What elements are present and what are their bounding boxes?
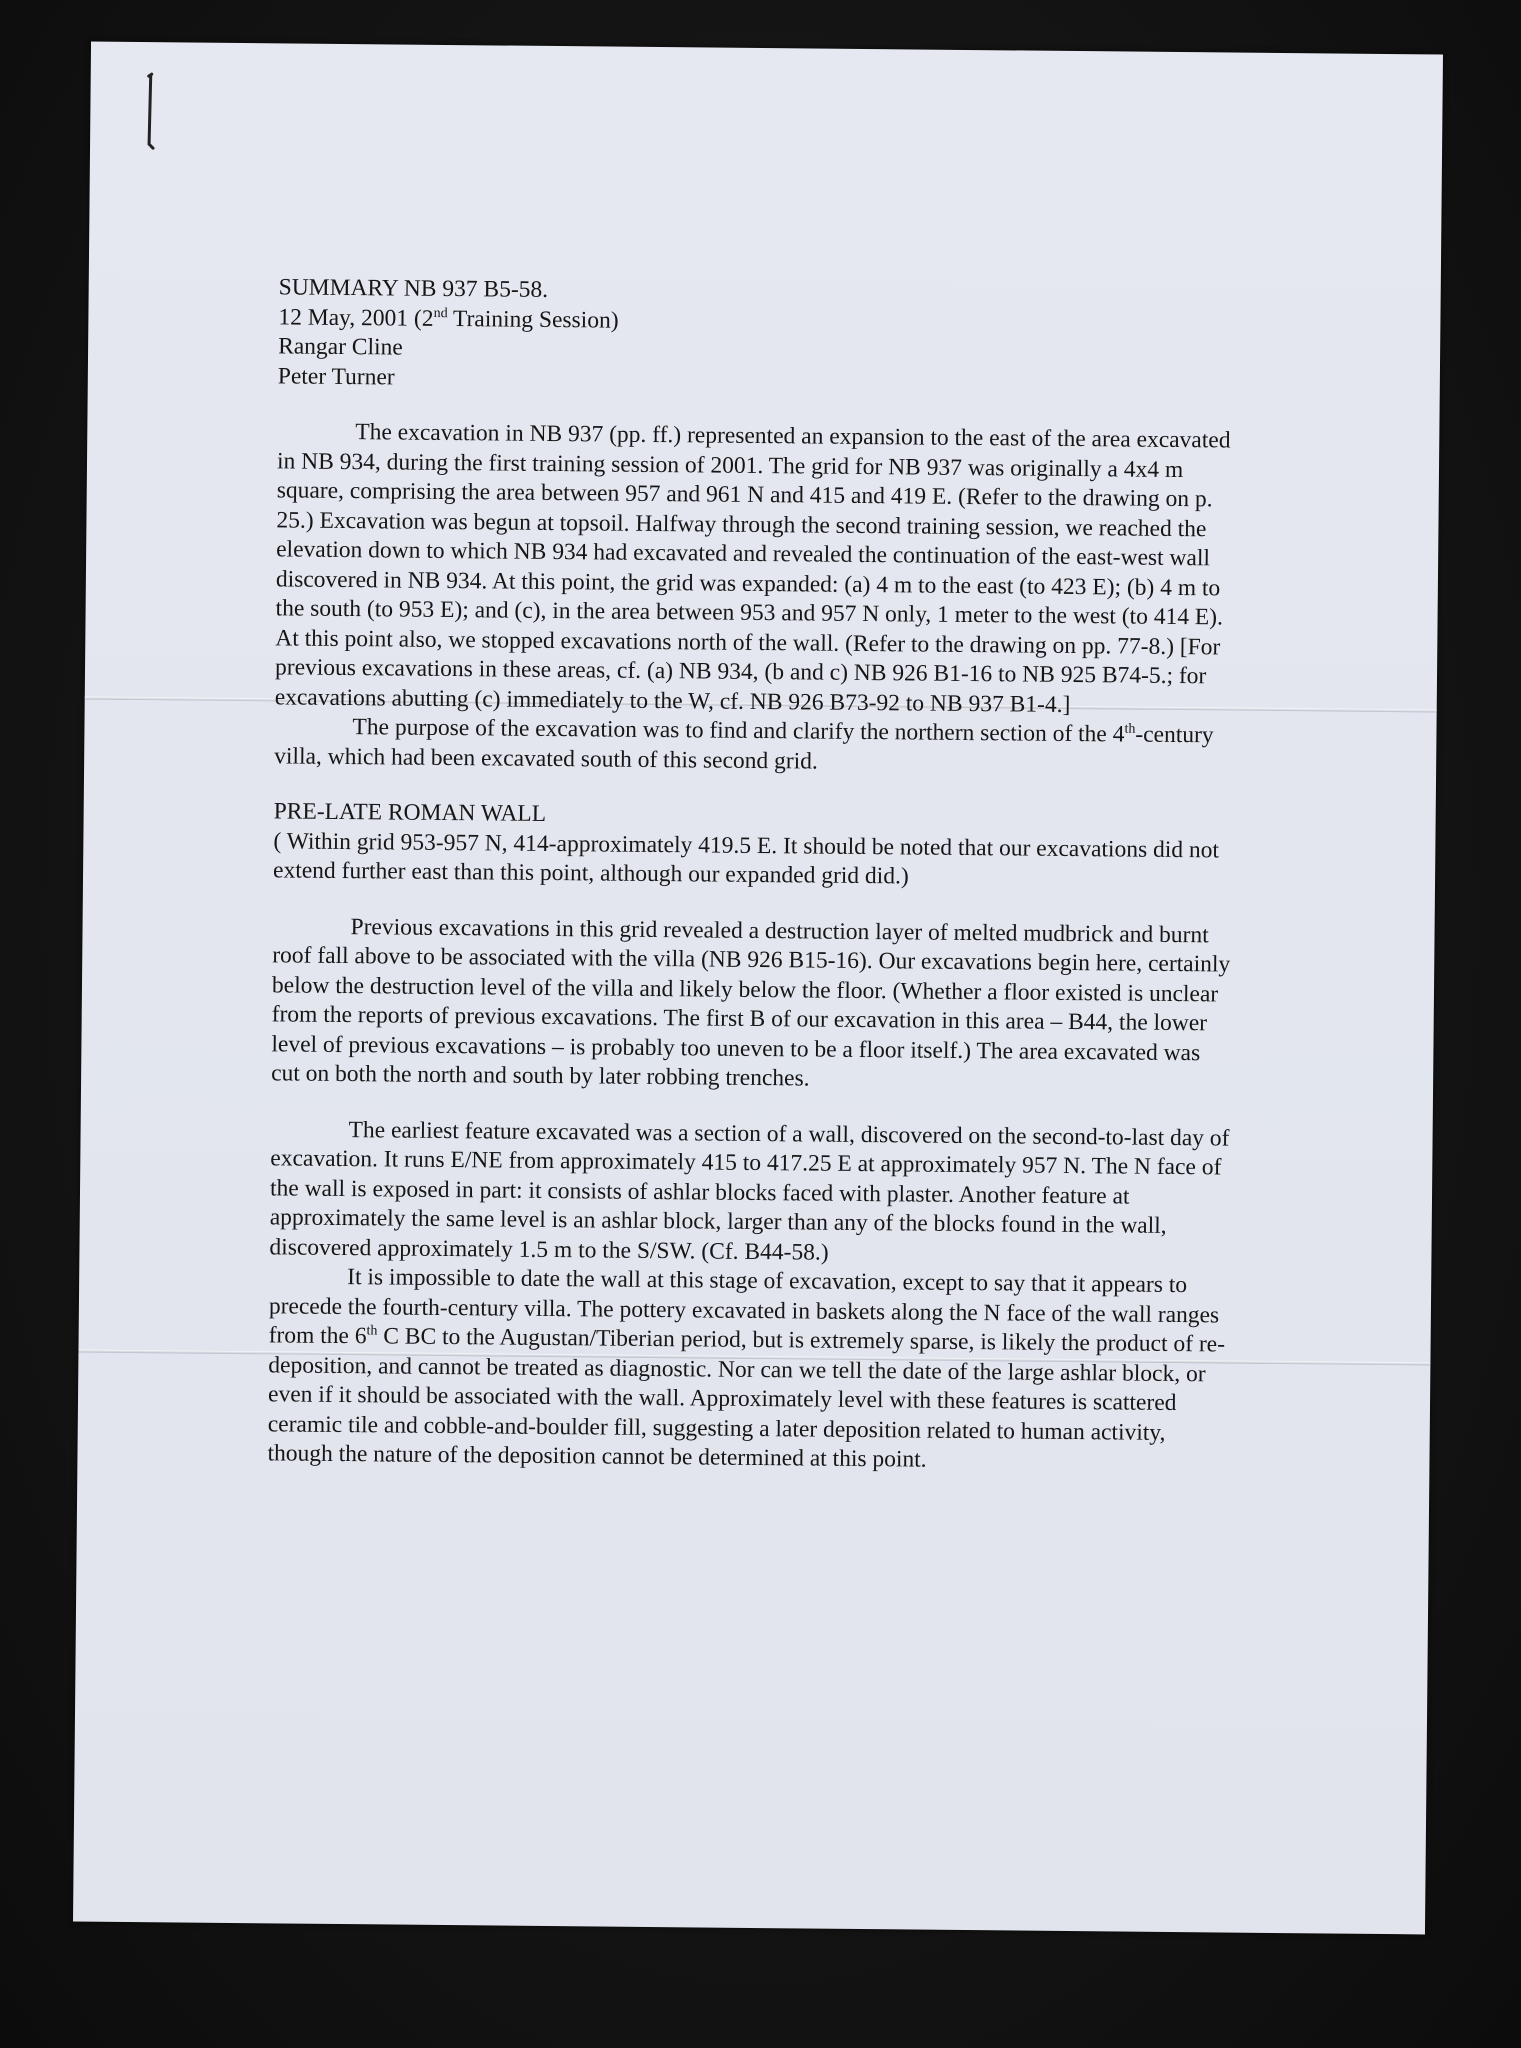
document-body [267,273,1238,1478]
document-title: SUMMARY NB 937 B5-58. [278,274,549,303]
purpose-paragraph: The purpose of the excavation was to find and clarify the northern section of the 4th-century villa, which had been excavated south of this second grid. [274,714,1214,775]
dating-paragraph: It is impossible to date the wall at this stage of excavation, except to say that it appears to precede the fourth-century villa. The pottery excavated in baskets along the N face of the wall ranges from the 6th C BC to the Augustan/Tiberian period, but is extremely sparse, is likely the product of re-deposition, and cannot be treated as diagnostic. Nor can we tell the date of the large ashlar block, or even if it should be associated with the wall. Approximately level with these features is scattered ceramic tile and cobble-and-boulder fill, suggesting a later deposition related to human activity, though the nature of the deposition cannot be determined at this point. [267,1264,1226,1473]
author-name: Rangar Cline [278,333,403,361]
previous-excavations-paragraph: Previous excavations in this grid revealed a destruction layer of melted mudbrick and burnt roof fall above to be associated with the villa (NB 926 B15-16). Our excavations begin here, certainly below the destruction level of the villa and likely below the floor. (Whether a floor existed is unclear from the reports of previous excavations. The first B of our excavation in this area – B44, the lower level of previous excavations – is probably too uneven to be a floor itself.) The area excavated was cut on both the north and south by later robbing trenches. [271,913,1231,1092]
author-name: Peter Turner [277,362,395,390]
intro-paragraph: The excavation in NB 937 (pp. ff.) represented an expansion to the east of the area excavated in NB 934, during the first training session of 2001. The grid for NB 937 was originally a 4x4 m square, comprising the area between 957 and 961 N and 415 and 419 E. (Refer to the drawing on p. 25.) Excavation was begun at topsoil. Halfway through the second training session, we reached the elevation down to which NB 934 had excavated and revealed the continuation of the east-west wall discovered in NB 934. At this point, the grid was expanded: (a) 4 m to the east (to 423 E); (b) 4 m to the south (to 953 E); and (c), in the area between 953 and 957 N only, 1 meter to the west (to 414 E). At this point also, we stopped excavations north of the wall. (Refer to the drawing on pp. 77-8.) [For previous excavations in these areas, cf. (a) NB 934, (b and c) NB 926 B1-16 to NB 925 B74-5.; for excavations abutting (c) immediately to the W, cf. NB 926 B73-92 to NB 937 B1-4.] [274,419,1231,718]
document-date: 12 May, 2001 (2nd Training Session) [278,303,619,334]
staple-icon [136,72,157,152]
document-page [73,42,1443,1935]
section-heading: PRE-LATE ROMAN WALL [273,798,547,827]
earliest-feature-paragraph: The earliest feature excavated was a section of a wall, discovered on the second-to-last day of excavation. It runs E/NE from approximately 415 to 417.25 E at approximately 957 N. The N face of the wall is exposed in part: it consists of ashlar blocks faced with plaster. Another feature at approximately the same level is an ashlar block, larger than any of the blocks found in the wall, discovered approximately 1.5 m to the S/SW. (Cf. B44-58.) [269,1116,1230,1266]
section-note: ( Within grid 953-957 N, 414-approximately 419.5 E. It should be noted that our excavations did not extend further east than this point, although our expanded grid did.) [272,827,1220,890]
